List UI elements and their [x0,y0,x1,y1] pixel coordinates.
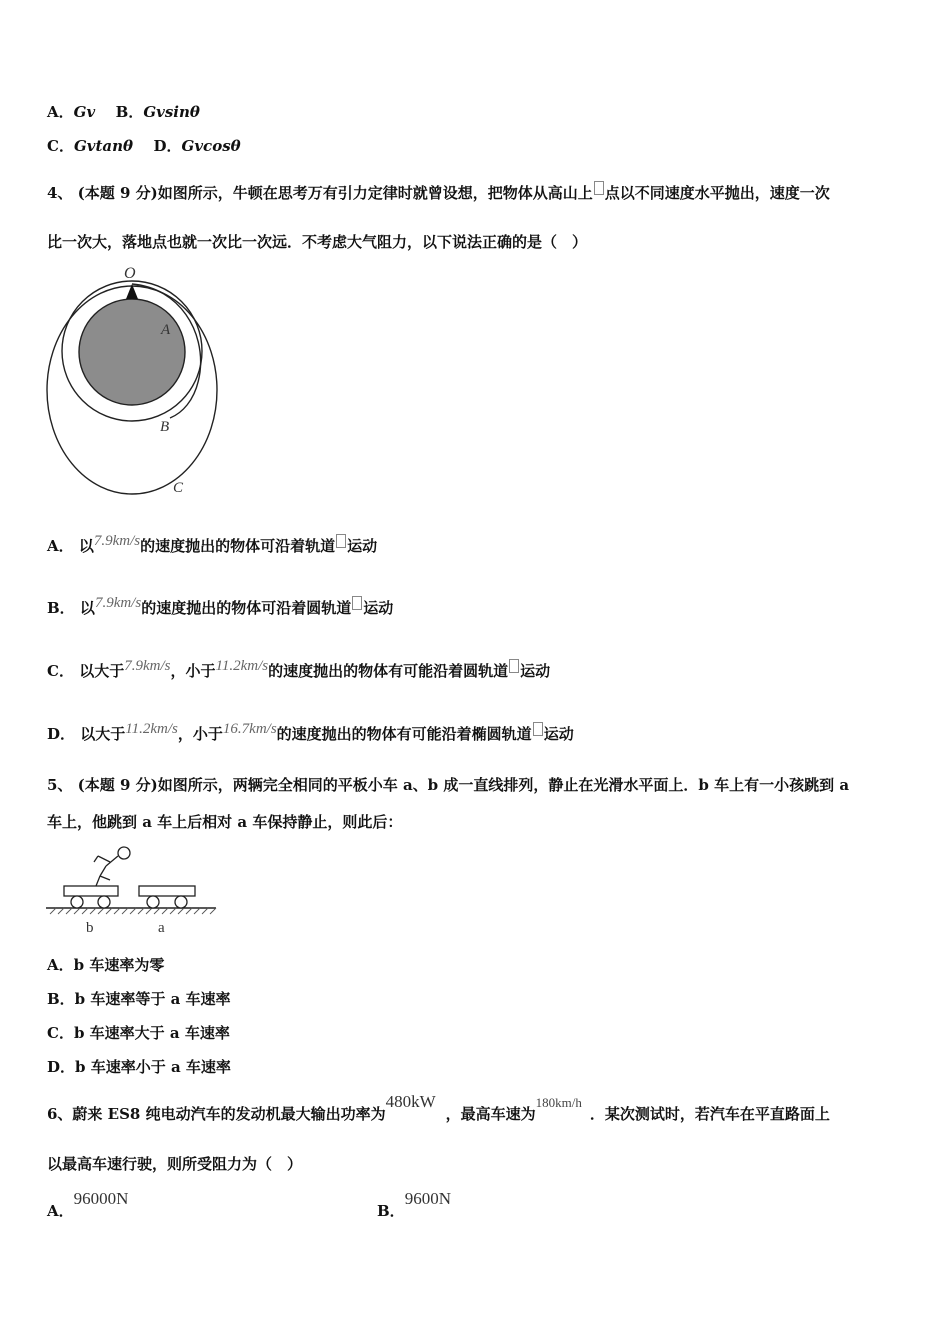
q4-option-b [47,595,394,619]
q6-option-b [377,1189,451,1221]
q4-option-a-pre: 以 [78,537,94,555]
q4-stem-line-2: 比一次大，落地点也就一次比一次远．不考虑大气阻力，以下说法正确的是（ ） [47,233,588,251]
q4-option-c-post: 的速度抛出的物体有可能沿着圆轨道 [268,662,509,680]
q6-stem-part-a: 6、蔚来 ES8 纯电动汽车的发动机最大输出功率为 [47,1105,386,1123]
q4-option-b-label: B． [47,599,75,617]
q4-option-b-post: 的速度抛出的物体可沿着圆轨道 [141,599,352,617]
q4-option-b-pre: 以 [79,599,95,617]
label-c: C [173,480,184,496]
q6-option-a [47,1189,129,1221]
q3-option-a-text: Gv [73,103,96,121]
child-icon [94,847,130,886]
q6-option-b-label: B． [377,1202,405,1220]
earth [79,299,185,405]
q4-option-a-end: 运动 [347,537,378,555]
carts-figure [44,842,219,938]
label-a: a [158,920,165,936]
q4-stem-part-b: 点以不同速度水平抛出，速度一次 [604,184,830,202]
q3-option-b-label: B． [115,103,144,121]
q3-option-a-label: A． [47,103,74,121]
q4-option-a-post: 的速度抛出的物体可沿着轨道 [140,537,336,555]
q4-option-c-label: C． [47,662,74,680]
missing-glyph-icon [533,722,543,736]
q5-option-d: D．b 车速率小于 a 车速率 [47,1058,231,1076]
q4-option-b-speed: 7.9km/s [94,595,142,611]
q4-option-a-label: A． [47,537,74,555]
q4-option-d-end: 运动 [543,725,574,743]
q3-option-c-label: C． [47,137,74,155]
q4-stem-part-a: 4、 (本题 9 分)如图所示，牛顿在思考万有引力定律时就曾设想，把物体从高山上 [47,184,593,202]
q4-option-c-pre: 以大于 [79,662,125,680]
q3-option-d-text: Gvcosθ [181,137,241,155]
q4-option-c-end: 运动 [520,662,551,680]
q4-option-c-mid: ，小于 [170,662,216,680]
q6-stem-line-1 [47,1092,830,1125]
q6-option-b-value: 9600N [404,1189,451,1208]
q5-stem-line-2: 车上，他跳到 a 车上后相对 a 车保持静止，则此后： [47,813,403,831]
q4-option-d-mid: ，小于 [177,725,223,743]
q5-option-b: B．b 车速率等于 a 车速率 [47,990,231,1008]
q4-option-d-post: 的速度抛出的物体有可能沿着椭圆轨道 [276,725,532,743]
missing-glyph-icon [594,181,604,195]
q3-option-d-label: D． [153,137,182,155]
q6-power-value: 480kW [385,1092,436,1111]
q3-options-row-2 [47,136,241,156]
q4-option-c-speed-1: 7.9km/s [124,658,171,674]
q4-option-d [47,721,574,745]
cart-b [64,886,118,896]
q6-speed-value: 180km/h [535,1095,582,1110]
q5-stem-line-1: 5、 (本题 9 分)如图所示，两辆完全相同的平板小车 a、b 成一直线排列，静止在光滑水平面上．b 车上有一小孩跳到 a [47,776,850,794]
label-b: b [86,920,94,936]
orbit-figure [40,262,230,502]
q6-option-a-label: A． [47,1202,74,1220]
q6-stem-part-c: ．某次测试时，若汽车在平直路面上 [589,1105,830,1123]
q4-stem-line-1 [47,183,830,203]
q6-stem-line-2: 以最高车速行驶，则所受阻力为（ ） [47,1155,303,1173]
q5-option-a: A．b 车速率为零 [47,956,165,974]
q4-option-c [47,658,551,682]
q4-option-d-speed-2: 16.7km/s [222,721,277,737]
q4-option-a-speed: 7.9km/s [93,533,141,549]
q6-stem-part-b: ，最高车速为 [445,1105,536,1123]
label-b: B [160,419,170,435]
q3-options-row-1 [47,102,200,122]
q4-option-d-label: D． [47,725,76,743]
missing-glyph-icon [352,596,362,610]
q4-option-d-speed-1: 11.2km/s [125,721,178,737]
q3-option-b-text: Gvsinθ [143,103,200,121]
q6-option-a-value: 96000N [73,1189,129,1208]
missing-glyph-icon [509,659,519,673]
missing-glyph-icon [336,534,346,548]
q4-option-d-pre: 以大于 [80,725,126,743]
q5-option-c: C．b 车速率大于 a 车速率 [47,1024,230,1042]
q4-option-b-end: 运动 [363,599,394,617]
q3-option-c-text: Gvtanθ [73,137,134,155]
label-o: O [124,265,136,282]
cart-a [139,886,195,896]
q4-option-a [47,533,378,557]
label-a: A [161,322,171,338]
q4-option-c-speed-2: 11.2km/s [215,658,269,674]
